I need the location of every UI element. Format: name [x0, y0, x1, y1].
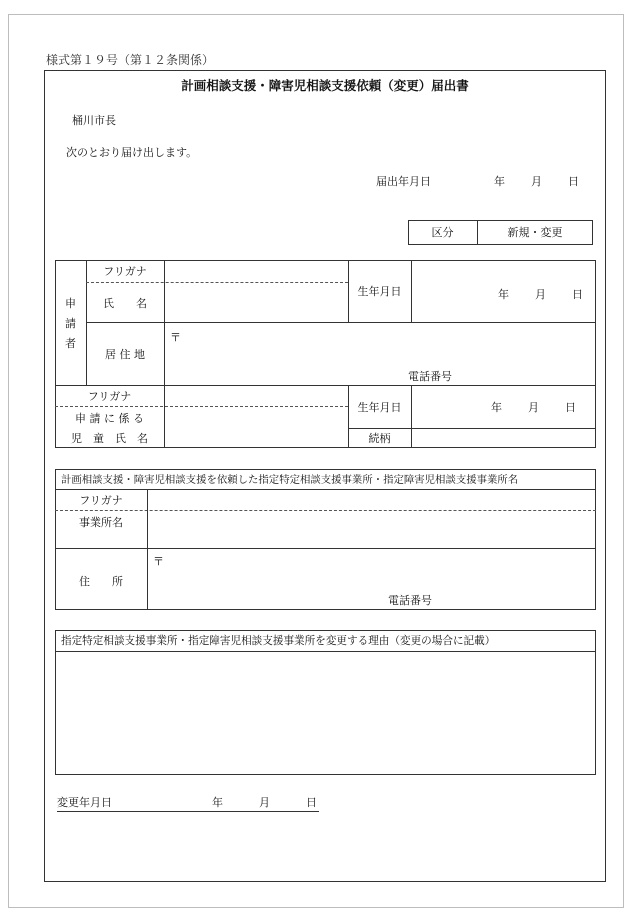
office-phone-label: 電話番号: [388, 594, 432, 607]
child-label-line1: 申 請 に 係 る: [75, 412, 144, 425]
change-date-label: 変更年月日: [57, 796, 112, 809]
filing-date-label: 届出年月日: [376, 175, 431, 188]
child-birth-month: 月: [528, 401, 539, 414]
child-birth-year: 年: [491, 401, 502, 414]
office-header: 計画相談支援・障害児相談支援を依頼した指定特定相談支援事業所・指定障害児相談支援事業所名: [61, 474, 519, 486]
child-furigana-label: フリガナ: [87, 390, 132, 403]
applicant-phone-label: 電話番号: [408, 370, 452, 383]
reason-header: 指定特定相談支援事業所・指定障害児相談支援事業所を変更する理由（変更の場合に記載）: [61, 635, 496, 647]
applicant-side-label-3: 者: [65, 337, 76, 350]
form-title: 計画相談支援・障害児相談支援依頼（変更）届出書: [181, 78, 469, 93]
change-date-month: 月: [259, 796, 270, 809]
office-table: [55, 469, 596, 610]
filing-date-month: 月: [531, 175, 542, 188]
child-birth-label: 生年月日: [357, 401, 402, 414]
applicant-side-label-1: 申: [65, 297, 76, 310]
applicant-birth-label: 生年月日: [357, 285, 402, 298]
child-label-line2: 児 童 氏 名: [71, 432, 148, 445]
category-value[interactable]: 新規・変更: [507, 226, 563, 239]
filing-date-day: 日: [568, 175, 579, 188]
filing-date-year: 年: [494, 175, 505, 188]
applicant-furigana-label: フリガナ: [103, 265, 147, 278]
applicant-birth-day: 日: [572, 288, 583, 301]
change-date-underline: [57, 811, 319, 812]
change-date-year: 年: [212, 796, 223, 809]
child-relation-label: 続柄: [368, 432, 391, 445]
office-postal-mark: 〒: [153, 555, 164, 568]
applicant-birth-month: 月: [535, 288, 546, 301]
office-name-label: 事業所名: [79, 516, 123, 529]
applicant-birth-year: 年: [498, 288, 509, 301]
form-number: 様式第１９号（第１２条関係）: [46, 53, 215, 67]
applicant-address-label: 居 住 地: [105, 348, 145, 361]
change-date-day: 日: [306, 796, 317, 809]
recipient: 桶川市長: [72, 114, 116, 127]
child-birth-day: 日: [565, 401, 576, 414]
category-label: 区分: [431, 226, 454, 239]
applicant-name-label: 氏 名: [103, 297, 147, 310]
applicant-side-label-2: 請: [65, 317, 76, 330]
office-furigana-label: フリガナ: [79, 494, 123, 507]
office-address-label: 住 所: [79, 575, 123, 588]
intro-text: 次のとおり届け出します。: [66, 146, 198, 159]
applicant-postal-mark: 〒: [170, 331, 181, 344]
